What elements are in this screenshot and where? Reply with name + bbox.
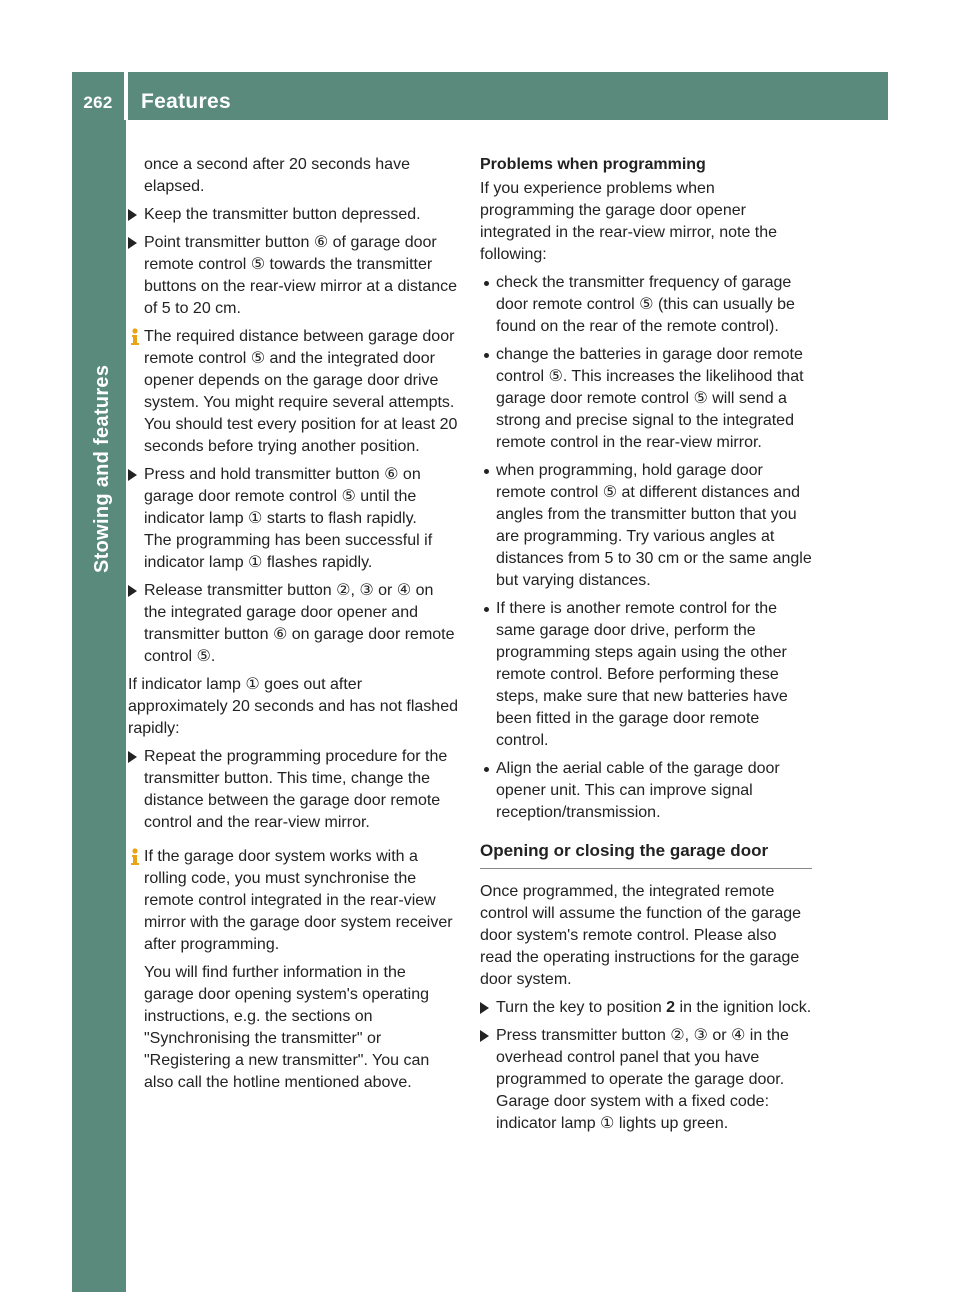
info-icon [128,848,142,866]
right-column [480,154,812,1141]
bullet-dot [484,469,489,474]
info-text: If the garage door system works with a rolling code, you must synchronise the remote control integrated in the rear-view mirror with the garage door system receiver after programming. [144,848,453,953]
bullet-item [480,758,812,824]
bullet-item [480,272,812,338]
step-point-transmitter [128,232,459,320]
bullet-item [480,344,812,454]
side-tab-label: Stowing and features [91,364,113,573]
bullet-text: If there is another remote control for the same garage door drive, perform the programming steps again using the other remote control. Before performing these steps, make sure that new batteries have been fitted in the garage door remote control. [496,600,788,749]
section-intro: Once programmed, the integrated remote control will assume the function of the garage door system's remote control. Please also read the operating instructions for the garage door system. [480,883,802,988]
problems-intro: If you experience problems when programming the garage door opener integrated in the rear-view mirror, note the following: [480,180,778,263]
paragraph-lamp-out: If indicator lamp ① goes out after approximately 20 seconds and has not flashed rapidly: [128,676,458,737]
step-arrow-icon [480,1030,489,1042]
step-text: Press transmitter button ②, ③ or ④ in the overhead control panel that you have programmed to operate the garage door. [496,1027,789,1088]
step-repeat [128,746,459,834]
step-text: Release transmitter button ②, ③ or ④ on the integrated garage door opener and transmitter button ⑥ on garage door remote control ⑤. [144,582,455,665]
step-arrow-icon [128,469,137,481]
side-tab [72,120,126,1292]
bullet-dot [484,767,489,772]
step-arrow-icon [480,1002,489,1014]
step-turn-key [480,997,812,1019]
info-note-distance [128,326,459,458]
continuation-text: once a second after 20 seconds have elapsed. [144,156,410,195]
step-press-button [480,1025,812,1135]
bullet-text: Align the aerial cable of the garage door opener unit. This can improve signal reception/transmission. [496,760,780,821]
section-heading-garage-door: Opening or closing the garage door [480,830,812,869]
step-text: Press and hold transmitter button ⑥ on garage door remote control ⑤ until the indicator lamp ① starts to flash rapidly. [144,466,421,527]
step-keep-depressed [128,204,459,226]
bullet-item [480,460,812,592]
bullet-text: check the transmitter frequency of garage door remote control ⑤ (this can usually be found on the rear of the remote control). [496,274,795,335]
info-text-more: You will find further information in the garage door opening system's operating instructions, e.g. the sections on "Synchronising the transmitter" or "Registering a new transmitter". You can also call the hotline mentioned above. [144,964,430,1091]
side-tab-label-wrap [84,364,116,603]
step-text-after: in the ignition lock. [675,999,812,1016]
step-arrow-icon [128,585,137,597]
bullet-dot [484,353,489,358]
step-text: Point transmitter button ⑥ of garage door remote control ⑤ towards the transmitter buttons on the rear-view mirror at a distance of 5 to 20 cm. [144,234,458,317]
step-result-text: The programming has been successful if indicator lamp ① flashes rapidly. [144,532,433,571]
bullet-item [480,598,812,752]
step-text: Keep the transmitter button depressed. [144,206,421,223]
page-number: 262 [83,93,113,112]
left-column [128,154,459,1100]
header-divider [124,72,128,120]
step-arrow-icon [128,209,137,221]
step-text-before: Turn the key to position [496,999,667,1016]
bullet-text: change the batteries in garage door remote control ⑤. This increases the likelihood that garage door remote control ⑤ will send a strong and precise signal to the integrated remote control in the rear-view mirror. [496,346,804,451]
step-arrow-icon [128,237,137,249]
bullet-dot [484,607,489,612]
problems-heading: Problems when programming [480,156,706,173]
info-note-rolling-code [128,846,459,1094]
step-result-text: Garage door system with a fixed code: indicator lamp ① lights up green. [496,1093,770,1132]
info-text: The required distance between garage door remote control ⑤ and the integrated door opener depends on the garage door drive system. You might require several attempts. You should test every position for at least 20 seconds before trying another position. [144,328,458,455]
bullet-text: when programming, hold garage door remote control ⑤ at different distances and angles from the transmitter button that you are programming. Try various angles at distances from 5 to 30 cm or the same angle but varying distances. [496,462,812,589]
step-release [128,580,459,668]
bullet-dot [484,281,489,286]
step-text: Repeat the programming procedure for the transmitter button. This time, change the distance between the garage door remote control and the rear-view mirror. [144,748,448,831]
step-press-hold [128,464,459,574]
step-text-position: 2 [666,999,676,1016]
info-icon [128,328,142,346]
step-arrow-icon [128,751,137,763]
section-title: Features [141,90,231,113]
